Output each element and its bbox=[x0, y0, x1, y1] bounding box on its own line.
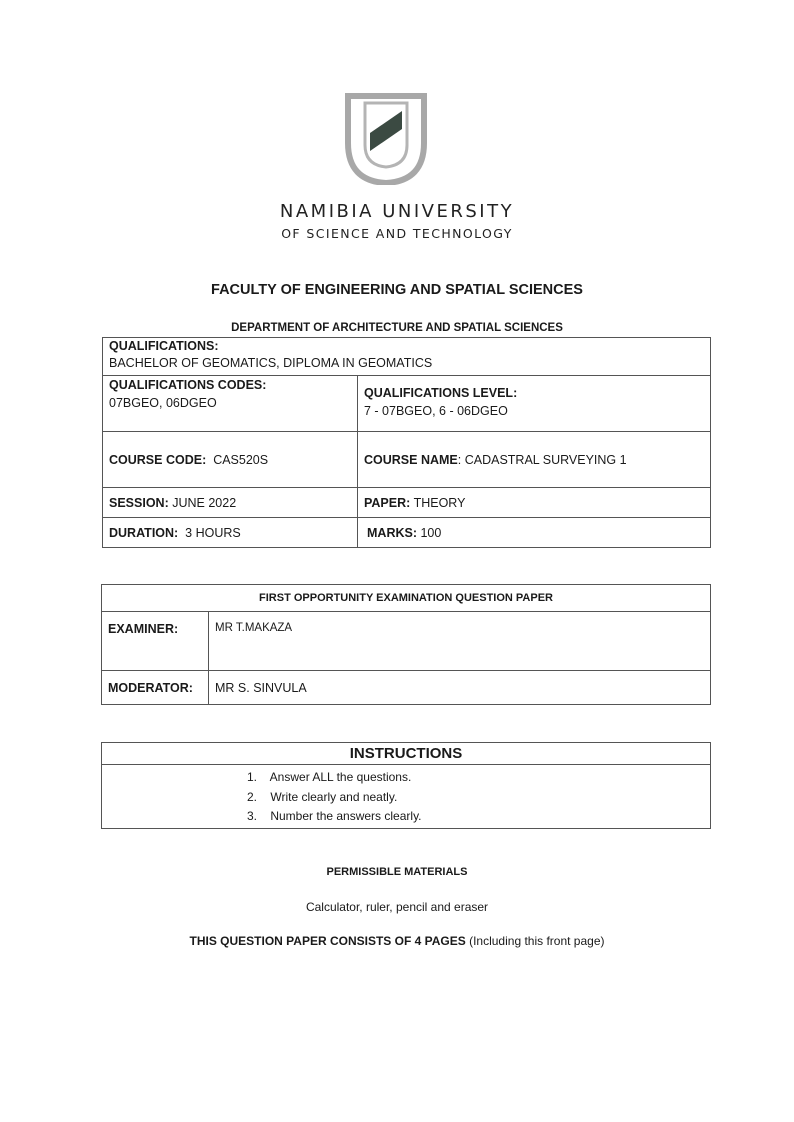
examiner-label: EXAMINER: bbox=[102, 612, 209, 671]
page-count-note bbox=[0, 934, 794, 948]
instruction-item: 2. Write clearly and neatly. bbox=[247, 789, 398, 804]
session-value: JUNE 2022 bbox=[172, 495, 237, 510]
course-code-cell bbox=[103, 432, 358, 488]
faculty-title: FACULTY OF ENGINEERING AND SPATIAL SCIENCES bbox=[211, 282, 583, 298]
session-label: SESSION: bbox=[109, 495, 169, 510]
course-name-label: COURSE NAME bbox=[364, 452, 458, 467]
codes-cell bbox=[103, 376, 358, 432]
marks-value: 100 bbox=[420, 525, 442, 540]
page-count-normal: (Including this front page) bbox=[465, 934, 605, 948]
exam-title: FIRST OPPORTUNITY EXAMINATION QUESTION PAPER bbox=[102, 585, 711, 612]
page-count-bold: THIS QUESTION PAPER CONSISTS OF 4 PAGES bbox=[189, 934, 466, 948]
permissible-materials-list: Calculator, ruler, pencil and eraser bbox=[305, 900, 489, 914]
course-code-value: CAS520S bbox=[213, 452, 269, 467]
qualifications-value: BACHELOR OF GEOMATICS, DIPLOMA IN GEOMATICS bbox=[109, 356, 433, 370]
qualifications-label: QUALIFICATIONS: bbox=[109, 339, 219, 353]
level-value: 7 - 07BGEO, 6 - 06DGEO bbox=[364, 404, 508, 418]
qualifications-cell bbox=[103, 338, 711, 376]
university-subtitle: OF SCIENCE AND TECHNOLOGY bbox=[281, 226, 513, 241]
department-title: DEPARTMENT OF ARCHITECTURE AND SPATIAL SCIENCES bbox=[231, 322, 563, 334]
course-name-value: : CADASTRAL SURVEYING 1 bbox=[457, 452, 627, 467]
level-label: QUALIFICATIONS LEVEL: bbox=[364, 386, 518, 400]
paper-cell bbox=[358, 488, 711, 518]
course-code-label: COURSE CODE: bbox=[109, 452, 207, 467]
instructions-table bbox=[101, 742, 711, 829]
duration-value: 3 HOURS bbox=[185, 525, 241, 540]
instructions-title: INSTRUCTIONS bbox=[102, 743, 711, 765]
marks-cell bbox=[358, 518, 711, 548]
instructions-list bbox=[102, 765, 711, 829]
instruction-item: 1. Answer ALL the questions. bbox=[247, 770, 412, 784]
course-name-cell bbox=[358, 432, 711, 488]
duration-label: DURATION: bbox=[109, 525, 179, 540]
moderator-label: MODERATOR: bbox=[102, 671, 209, 705]
university-name: NAMIBIA UNIVERSITY bbox=[279, 201, 515, 222]
examiners-table bbox=[101, 584, 711, 705]
marks-label: MARKS: bbox=[367, 525, 417, 540]
moderator-value: MR S. SINVULA bbox=[209, 671, 711, 705]
session-cell bbox=[103, 488, 358, 518]
course-details-table bbox=[102, 337, 711, 548]
examiner-value: MR T.MAKAZA bbox=[209, 612, 711, 671]
university-logo bbox=[345, 93, 427, 185]
level-cell bbox=[358, 376, 711, 432]
codes-value: 07BGEO, 06DGEO bbox=[109, 396, 217, 410]
paper-label: PAPER: bbox=[364, 495, 411, 510]
codes-label: QUALIFICATIONS CODES: bbox=[109, 378, 267, 392]
permissible-materials-title: PERMISSIBLE MATERIALS bbox=[326, 866, 468, 878]
duration-cell bbox=[103, 518, 358, 548]
instruction-item: 3. Number the answers clearly. bbox=[247, 809, 422, 823]
paper-value: THEORY bbox=[413, 495, 466, 510]
